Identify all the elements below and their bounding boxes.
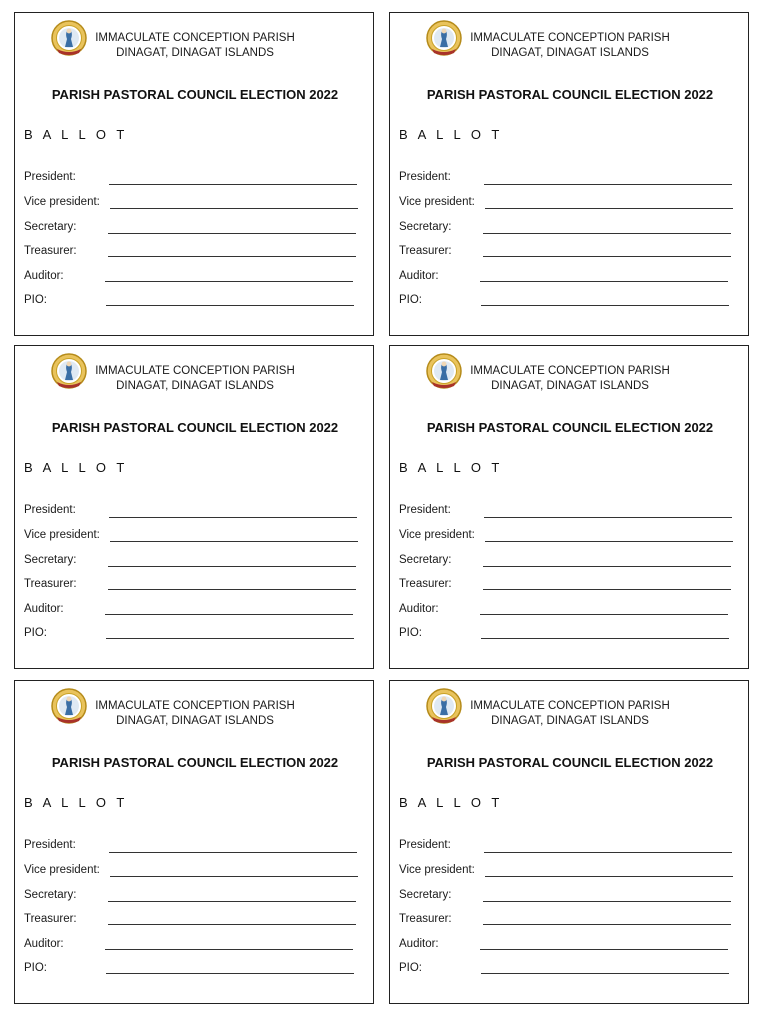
parish-seal-icon [49,19,89,59]
ballot-card-1 [14,12,374,336]
position-label: Treasurer: [399,578,452,590]
ballot-heading: B A L L O T [399,460,503,475]
write-in-line[interactable] [480,949,728,950]
position-label: Treasurer: [399,245,452,257]
write-in-line[interactable] [110,541,358,542]
position-label: PIO: [24,627,48,639]
position-label: Vice president: [399,864,475,876]
position-label: PIO: [24,294,48,306]
position-label: Vice president: [24,196,100,208]
position-label: Auditor: [399,603,439,615]
parish-name: IMMACULATE CONCEPTION PARISH [470,700,670,712]
position-label: President: [24,171,76,183]
position-label: President: [399,171,451,183]
ballot-heading: B A L L O T [24,460,128,475]
write-in-line[interactable] [105,949,353,950]
write-in-line[interactable] [110,208,358,209]
write-in-line[interactable] [108,566,356,567]
parish-location: DINAGAT, DINAGAT ISLANDS [116,715,274,727]
ballot-card-2 [389,12,749,336]
election-title: PARISH PASTORAL COUNCIL ELECTION 2022 [426,755,714,770]
parish-location: DINAGAT, DINAGAT ISLANDS [491,715,649,727]
election-title: PARISH PASTORAL COUNCIL ELECTION 2022 [426,87,714,102]
position-label: Vice president: [399,529,475,541]
election-title: PARISH PASTORAL COUNCIL ELECTION 2022 [426,420,714,435]
write-in-line[interactable] [485,541,733,542]
position-label: Treasurer: [24,913,77,925]
write-in-line[interactable] [109,852,357,853]
position-label: Auditor: [24,938,64,950]
parish-name: IMMACULATE CONCEPTION PARISH [470,365,670,377]
write-in-line[interactable] [108,589,356,590]
write-in-line[interactable] [109,184,357,185]
write-in-line[interactable] [484,517,732,518]
write-in-line[interactable] [483,924,731,925]
position-label: Treasurer: [24,578,77,590]
parish-seal-icon [424,19,464,59]
ballot-heading: B A L L O T [24,127,128,142]
write-in-line[interactable] [481,973,729,974]
parish-location: DINAGAT, DINAGAT ISLANDS [116,47,274,59]
position-label: Treasurer: [399,913,452,925]
write-in-line[interactable] [106,973,354,974]
ballot-card-5 [14,680,374,1004]
position-label: Vice president: [399,196,475,208]
parish-seal-icon [424,687,464,727]
position-label: PIO: [399,962,423,974]
position-label: President: [24,839,76,851]
write-in-line[interactable] [483,589,731,590]
ballot-heading: B A L L O T [399,127,503,142]
election-title: PARISH PASTORAL COUNCIL ELECTION 2022 [51,420,339,435]
position-label: Auditor: [399,938,439,950]
election-title: PARISH PASTORAL COUNCIL ELECTION 2022 [51,87,339,102]
position-label: President: [399,839,451,851]
write-in-line[interactable] [483,256,731,257]
parish-name: IMMACULATE CONCEPTION PARISH [95,700,295,712]
ballot-card-4 [389,345,749,669]
position-label: President: [24,504,76,516]
parish-seal-icon [49,352,89,392]
election-title: PARISH PASTORAL COUNCIL ELECTION 2022 [51,755,339,770]
parish-location: DINAGAT, DINAGAT ISLANDS [116,380,274,392]
parish-seal-icon [49,687,89,727]
position-label: Treasurer: [24,245,77,257]
position-label: PIO: [24,962,48,974]
position-label: Auditor: [24,270,64,282]
write-in-line[interactable] [483,233,731,234]
write-in-line[interactable] [480,281,728,282]
ballot-heading: B A L L O T [24,795,128,810]
parish-name: IMMACULATE CONCEPTION PARISH [95,32,295,44]
position-label: President: [399,504,451,516]
position-label: Auditor: [24,603,64,615]
position-label: PIO: [399,294,423,306]
write-in-line[interactable] [480,614,728,615]
ballot-card-3 [14,345,374,669]
position-label: Secretary: [399,221,452,233]
ballot-card-6 [389,680,749,1004]
position-label: Secretary: [24,554,77,566]
ballot-heading: B A L L O T [399,795,503,810]
write-in-line[interactable] [106,638,354,639]
position-label: Secretary: [399,554,452,566]
write-in-line[interactable] [485,208,733,209]
write-in-line[interactable] [108,256,356,257]
write-in-line[interactable] [483,901,731,902]
write-in-line[interactable] [109,517,357,518]
position-label: Secretary: [24,221,77,233]
write-in-line[interactable] [106,305,354,306]
write-in-line[interactable] [110,876,358,877]
write-in-line[interactable] [108,233,356,234]
position-label: Auditor: [399,270,439,282]
parish-location: DINAGAT, DINAGAT ISLANDS [491,47,649,59]
write-in-line[interactable] [484,852,732,853]
write-in-line[interactable] [481,638,729,639]
write-in-line[interactable] [484,184,732,185]
write-in-line[interactable] [105,281,353,282]
position-label: Secretary: [24,889,77,901]
position-label: Vice president: [24,529,100,541]
write-in-line[interactable] [108,924,356,925]
position-label: Secretary: [399,889,452,901]
parish-name: IMMACULATE CONCEPTION PARISH [95,365,295,377]
write-in-line[interactable] [108,901,356,902]
parish-seal-icon [424,352,464,392]
write-in-line[interactable] [483,566,731,567]
write-in-line[interactable] [485,876,733,877]
parish-name: IMMACULATE CONCEPTION PARISH [470,32,670,44]
parish-location: DINAGAT, DINAGAT ISLANDS [491,380,649,392]
write-in-line[interactable] [481,305,729,306]
position-label: Vice president: [24,864,100,876]
write-in-line[interactable] [105,614,353,615]
position-label: PIO: [399,627,423,639]
